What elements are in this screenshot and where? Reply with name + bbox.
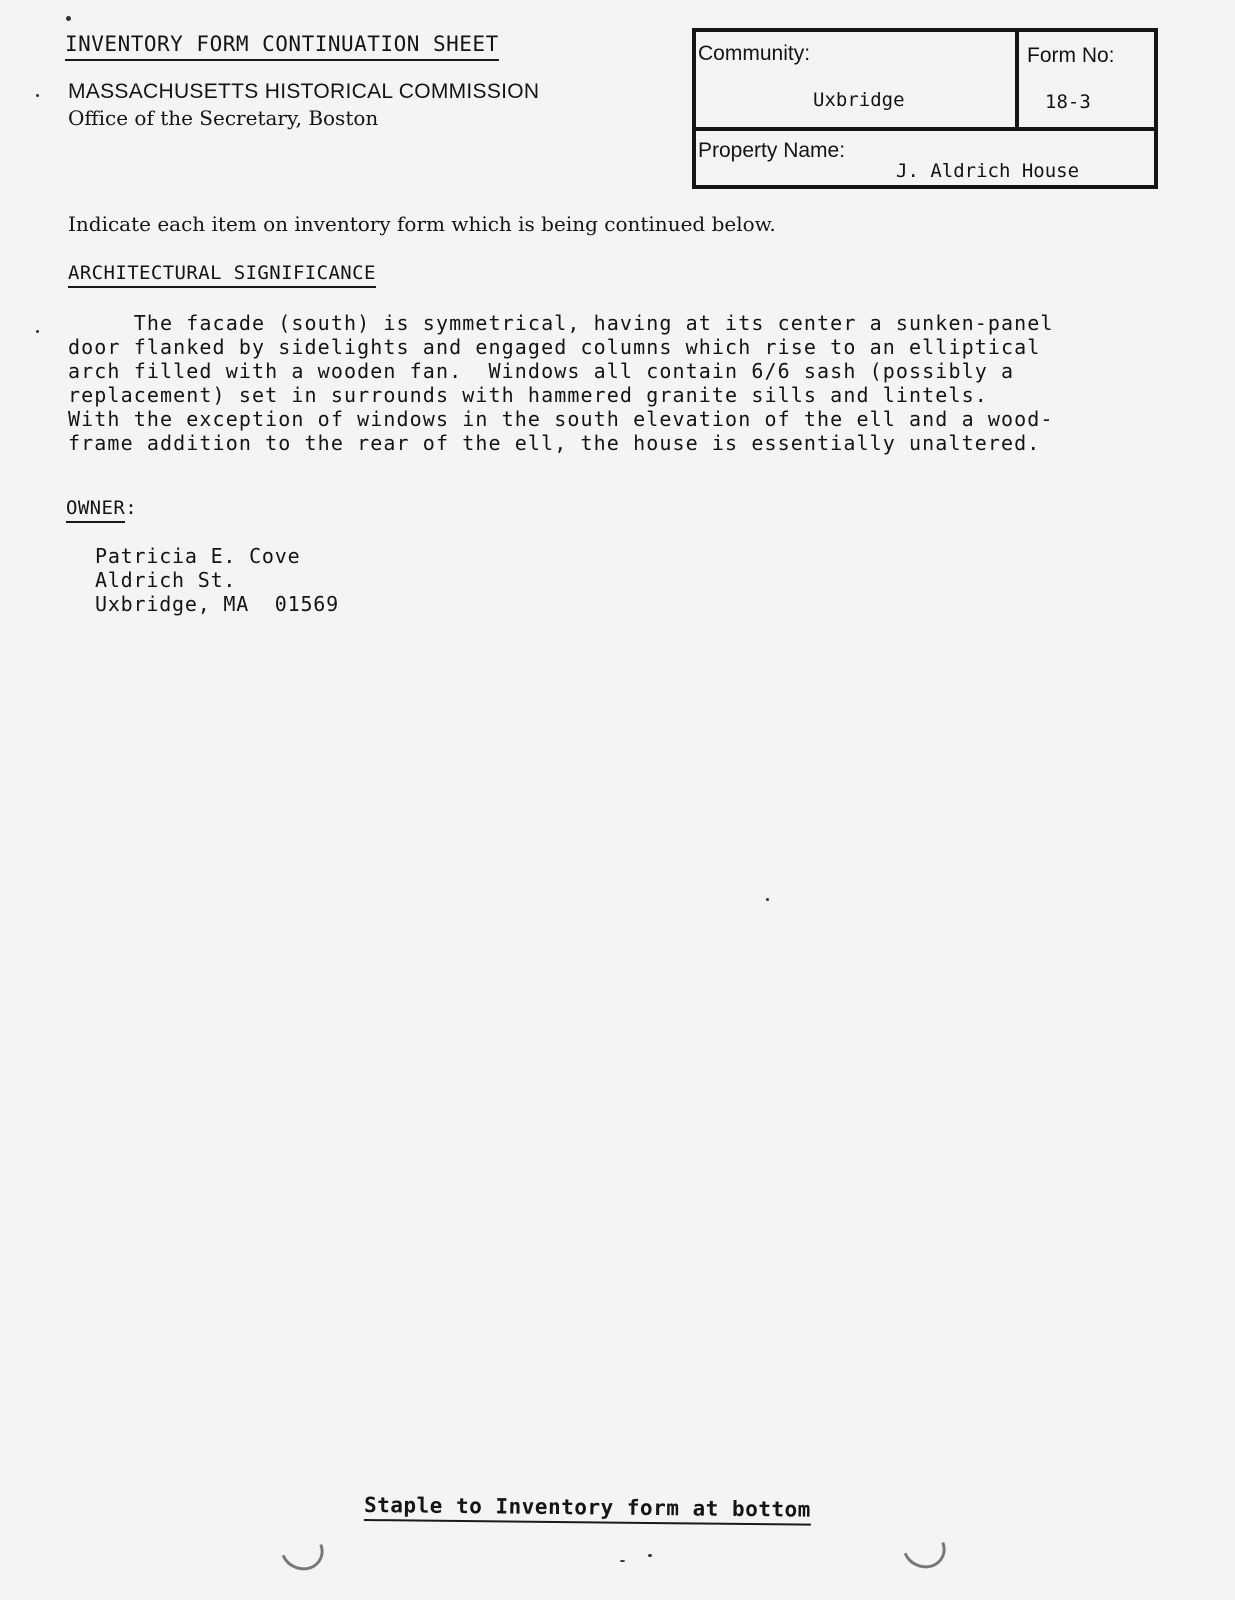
office-name: Office of the Secretary, Boston: [68, 106, 379, 130]
sheet-title: INVENTORY FORM CONTINUATION SHEET: [65, 32, 499, 61]
paragraph-line: frame addition to the rear of the ell, the house is essentially unaltered.: [68, 431, 1041, 455]
owner-city-state-zip: Uxbridge, MA 01569: [95, 592, 339, 616]
scan-speck: [620, 1560, 625, 1562]
architectural-significance-text: [68, 311, 1188, 455]
owner-heading: OWNER: [66, 497, 125, 523]
paragraph-line: replacement) set in surrounds with hammered granite sills and lintels.: [68, 383, 988, 407]
form-no-value: 18-3: [1045, 91, 1091, 113]
owner-heading-row: [66, 497, 137, 519]
community-cell: [696, 32, 1019, 131]
owner-heading-colon: :: [125, 497, 137, 519]
property-name-cell: [696, 131, 1154, 185]
owner-name: Patricia E. Cove: [95, 544, 301, 568]
paragraph-line: arch filled with a wooden fan. Windows all contain 6/6 sash (possibly a: [68, 359, 1015, 383]
paragraph-line: The facade (south) is symmetrical, having at its center a sunken-panel: [68, 311, 1054, 335]
community-value: Uxbridge: [813, 89, 905, 111]
community-label: Community:: [698, 42, 811, 65]
paragraph-line: door flanked by sidelights and engaged columns which rise to an elliptical: [68, 335, 1041, 359]
scan-speck: [66, 16, 71, 21]
form-no-label: Form No:: [1027, 44, 1115, 67]
staple-mark-left: [274, 1523, 331, 1578]
scan-speck: [36, 94, 39, 97]
paragraph-line: With the exception of windows in the south elevation of the ell and a wood-: [68, 407, 1054, 431]
property-name-value: J. Aldrich House: [896, 160, 1080, 182]
scan-speck: [766, 898, 769, 901]
scan-speck: [648, 1554, 652, 1557]
scan-speck: [36, 330, 39, 333]
agency-name: MASSACHUSETTS HISTORICAL COMMISSION: [68, 80, 540, 103]
staple-mark-right: [896, 1521, 953, 1576]
property-name-label: Property Name:: [698, 139, 846, 162]
property-id-box: [692, 28, 1158, 189]
architectural-significance-heading: ARCHITECTURAL SIGNIFICANCE: [68, 262, 376, 288]
owner-street: Aldrich St.: [95, 568, 237, 592]
instruction-text: Indicate each item on inventory form which is being continued below.: [68, 212, 776, 236]
staple-instruction: Staple to Inventory form at bottom: [364, 1493, 811, 1526]
form-no-cell: [1019, 32, 1154, 131]
owner-address: [95, 544, 339, 616]
